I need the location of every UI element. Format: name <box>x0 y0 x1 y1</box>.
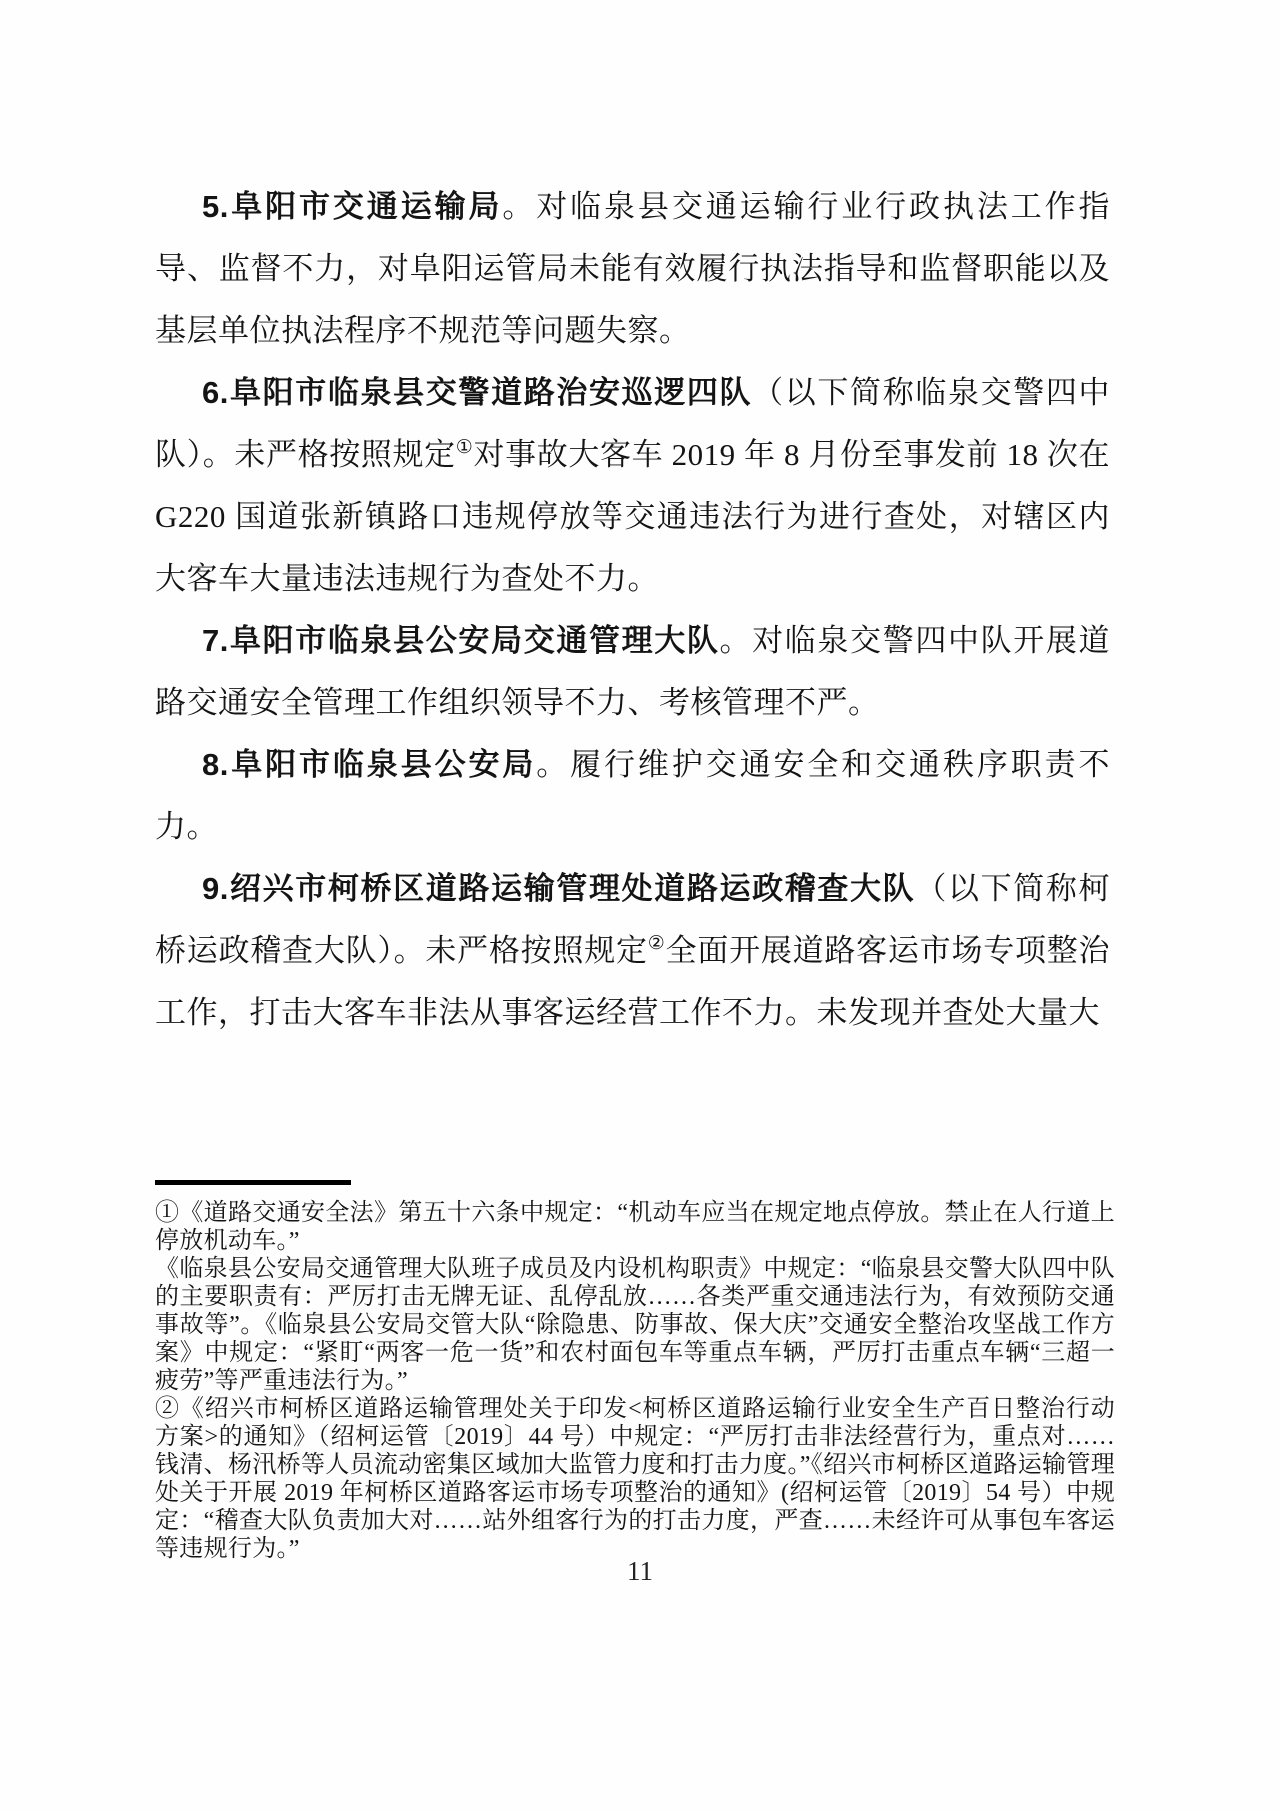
paragraph-text: 对事故大客车 2019 年 8 月份至事发前 18 次在 G220 国道张新镇路口违规停放等交通违法行为进行查处，对辖区内大客车大量违法违规行为查处不力。 <box>155 437 1111 596</box>
paragraph-heading: 9.绍兴市柯桥区道路运输管理处道路运政稽查大队 <box>202 871 916 906</box>
paragraph-item-9 <box>155 858 1110 1044</box>
page-number: 11 <box>627 1556 653 1586</box>
paragraph-text: （以下简称临泉交警四中队）。未严格按照规定 <box>155 375 1111 472</box>
paragraph-heading: 6.阜阳市临泉县交警道路治安巡逻四队 <box>202 375 753 410</box>
footnote-marker-2: ② <box>647 933 666 954</box>
paragraph-heading: 7.阜阳市临泉县公安局交通管理大队 <box>202 623 720 658</box>
paragraph-text: 。履行维护交通安全和交通秩序职责不力。 <box>155 747 1111 844</box>
paragraph-item-7 <box>155 610 1110 734</box>
paragraph-item-5 <box>155 176 1110 362</box>
paragraph-text: 。对临泉县交通运输行业行政执法工作指导、监督不力，对阜阳运管局未能有效履行执法指导和监督职能以及基层单位执法程序不规范等问题失察。 <box>155 189 1111 348</box>
footnote-separator <box>155 1180 351 1185</box>
footnotes-section <box>155 1180 1115 1563</box>
footnote-item-1a: ①《道路交通安全法》第五十六条中规定：“机动车应当在规定地点停放。禁止在人行道上停放机动车。” <box>155 1200 1115 1254</box>
footnote-marker-1: ① <box>455 437 474 458</box>
paragraph-item-8 <box>155 734 1110 858</box>
paragraph-heading: 5.阜阳市交通运输局 <box>202 189 503 224</box>
body-text <box>155 176 1110 1044</box>
paragraph-item-6 <box>155 362 1110 610</box>
paragraph-heading: 8.阜阳市临泉县公安局 <box>202 747 537 782</box>
paragraph-text: （以下简称柯桥运政稽查大队）。未严格按照规定 <box>155 871 1111 968</box>
paragraph-text: 。对临泉交警四中队开展道路交通安全管理工作组织领导不力、考核管理不严。 <box>155 623 1110 720</box>
footnote-item-1b: 《临泉县公安局交通管理大队班子成员及内设机构职责》中规定：“临泉县交警大队四中队的主要职责有：严厉打击无牌无证、乱停乱放……各类严重交通违法行为，有效预防交通事故等”。《临泉县公安局交管大队“除隐患、防事故、保大庆”交通安全整治攻坚战工作方案》中规定：“紧盯“两客一危一货”和农村面包车等重点车辆，严厉打击重点车辆“三超一疲劳”等严重违法行为。” <box>155 1256 1115 1394</box>
paragraph-text: 全面开展道路客运市场专项整治工作，打击大客车非法从事客运经营工作不力。未发现并查处大量大 <box>155 933 1111 1030</box>
footnote-item-2: ②《绍兴市柯桥区道路运输管理处关于印发<柯桥区道路运输行业安全生产百日整治行动方案>的通知》（绍柯运管〔2019〕44 号）中规定：“严厉打击非法经营行为，重点对……钱清、杨汛桥等人员流动密集区域加大监管力度和打击力度。”《绍兴市柯桥区道路运输管理处关于开展 2019 年柯桥区道路客运市场专项整治的通知》(绍柯运管〔2019〕54 号）中规定：“稽查大队负责加大对……站外组客行为的打击力度，严查……未经许可从事包车客运等违规行为。” <box>155 1396 1115 1562</box>
